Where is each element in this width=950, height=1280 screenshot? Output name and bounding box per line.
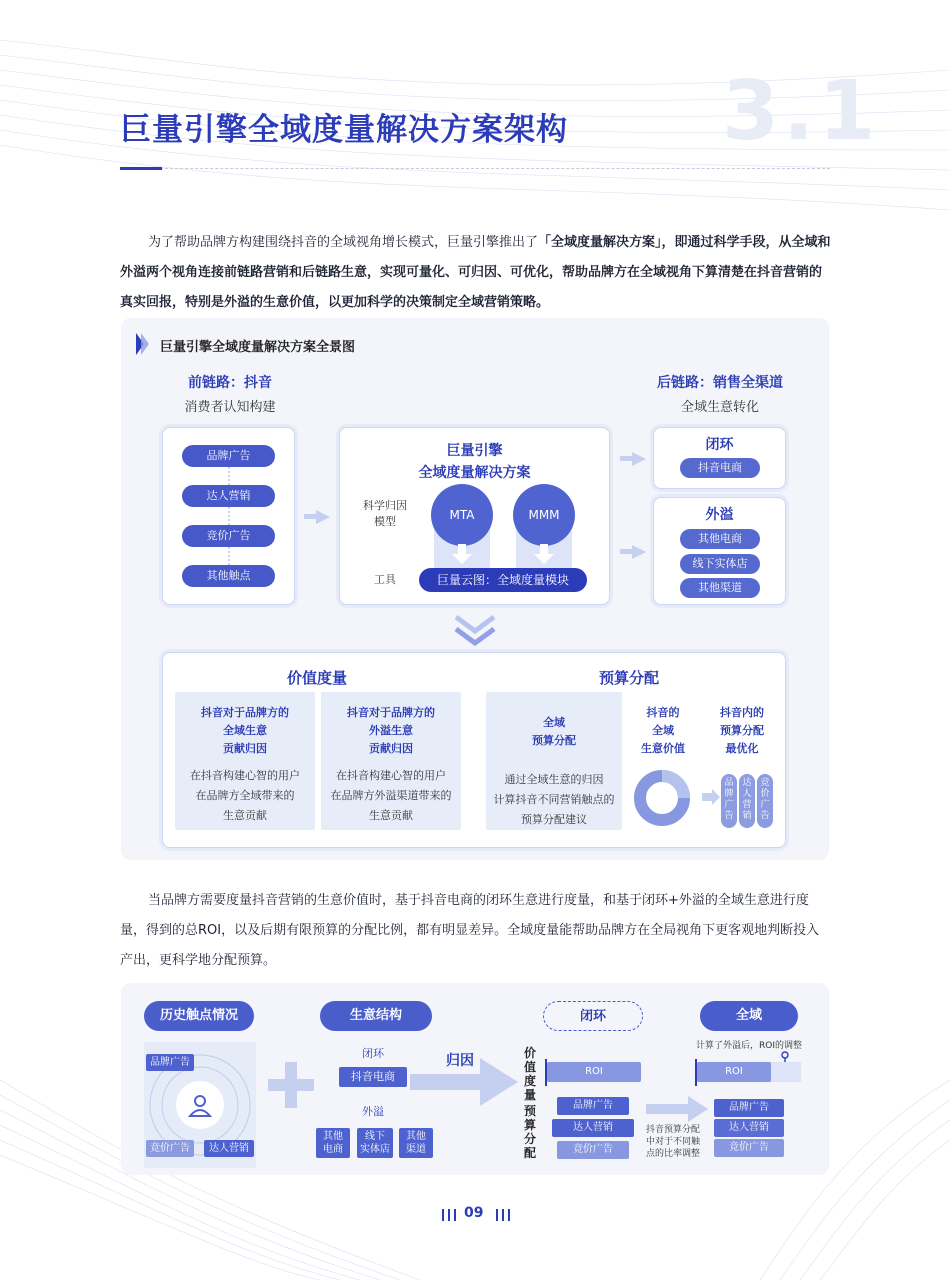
closed-item: 抖音电商 xyxy=(680,458,760,478)
budget-col-1-head: 全域 预算分配 xyxy=(532,716,576,747)
roi-bar-closed: ROI xyxy=(547,1062,641,1082)
budget-global-brand: 品牌广告 xyxy=(714,1099,784,1117)
spill-label: 外溢 xyxy=(362,1105,384,1118)
closed-loop-pill: 闭环 xyxy=(543,1001,643,1031)
section-number: 3.1 xyxy=(722,64,880,159)
roi-adjust-note: 计算了外溢后，ROI的调整 xyxy=(696,1041,802,1051)
budget-global-bidding: 竞价广告 xyxy=(714,1139,784,1157)
touchpoint-brand-ad: 品牌广告 xyxy=(182,445,275,467)
front-chain-sub: 消费者认知构建 xyxy=(184,400,276,415)
page-marker-left-icon xyxy=(440,1208,458,1222)
touchpoint-other: 其他触点 xyxy=(182,565,275,587)
page-title: 巨量引擎全域度量解决方案架构 xyxy=(120,112,568,148)
budget-closed-brand: 品牌广告 xyxy=(557,1097,629,1115)
touchpoint-kol: 达人营销 xyxy=(182,485,275,507)
vpill-bidding: 竞价广告 xyxy=(757,774,773,828)
budget-h2: 抖音的 全域 生意价值 xyxy=(641,706,685,755)
arrow-right-3-head xyxy=(632,545,646,559)
page-number: 09 xyxy=(464,1205,484,1221)
tool-label: 工具 xyxy=(374,573,396,586)
tool-pill: 巨量云图：全域度量模块 xyxy=(419,568,587,592)
budget-global-kol: 达人营销 xyxy=(714,1119,784,1137)
back-chain-sub: 全域生意转化 xyxy=(680,400,759,415)
spill-item-1: 其他 电商 xyxy=(316,1128,350,1158)
value-col-2-head: 抖音对于品牌方的 外溢生意 贡献归因 xyxy=(347,706,435,755)
front-chain-heading: 前链路：抖音 xyxy=(188,375,272,391)
panel-title: 巨量引擎全域度量解决方案全景图 xyxy=(160,340,356,355)
spill-item-3: 其他 渠道 xyxy=(399,1128,433,1158)
spill-item-offline: 线下实体店 xyxy=(680,554,760,574)
attribution-arrow-icon xyxy=(410,1058,520,1106)
spill-item-2: 线下 实体店 xyxy=(357,1128,393,1158)
donut-chart-icon xyxy=(632,768,692,828)
touch-kol: 达人营销 xyxy=(204,1140,254,1157)
mmm-circle: MMM xyxy=(513,484,575,546)
budget-h3: 抖音内的 预算分配 最优化 xyxy=(720,706,764,755)
roi-bar-global: ROI xyxy=(697,1062,771,1082)
vpill-brand: 品牌广告 xyxy=(721,774,737,828)
spill-item-ecom: 其他电商 xyxy=(680,529,760,549)
touchpoint-connector xyxy=(224,467,234,567)
history-pill: 历史触点情况 xyxy=(144,1001,254,1031)
mta-circle: MTA xyxy=(431,484,493,546)
value-col-1-head: 抖音对于品牌方的 全域生意 贡献归因 xyxy=(201,706,289,755)
budget-arrow-2-icon xyxy=(646,1096,710,1122)
title-divider xyxy=(120,168,830,169)
arrow-right-1-head xyxy=(316,510,330,524)
model-label: 科学归因 模型 xyxy=(363,499,407,528)
vpill-kol: 达人营销 xyxy=(739,774,755,828)
touchpoint-bidding-ad: 竞价广告 xyxy=(182,525,275,547)
closed-label: 闭环 xyxy=(362,1047,384,1060)
budget-closed-bidding: 竞价广告 xyxy=(557,1141,629,1159)
value-heading: 价值度量 xyxy=(286,669,347,687)
double-chevron-down-icon xyxy=(452,615,498,647)
value-col-2-text: 在抖音构建心智的用户 在品牌方外溢渠道带来的 生意贡献 xyxy=(330,769,452,822)
value-col-1-text: 在抖音构建心智的用户 在品牌方全域带来的 生意贡献 xyxy=(190,769,300,822)
budget-arrow-icon xyxy=(702,789,722,805)
budget-heading: 预算分配 xyxy=(598,669,659,687)
closed-loop-heading: 闭环 xyxy=(705,437,734,453)
structure-pill: 生意结构 xyxy=(320,1001,432,1031)
global-pill: 全域 xyxy=(700,1001,798,1031)
intro-paragraph: 为了帮助品牌方构建围绕抖音的全域视角增长模式，巨量引擎推出了「全域度量解决方案」，即通过科学手段，从全域和外溢两个视角连接前链路营销和后链路生意，实现可量化、可归因、可优化，帮助品牌方在全域视角下算清楚在抖音营销的真实回报，特别是外溢的生意价值，以更加科学的决策制定全域营销策略。 xyxy=(120,235,831,310)
page-marker-right-icon xyxy=(494,1208,512,1222)
back-chain-heading: 后链路：销售全渠道 xyxy=(657,375,783,391)
budget-note: 抖音预算分配 中对于不同触 点的比率调整 xyxy=(645,1125,700,1159)
spillover-heading: 外溢 xyxy=(705,507,734,523)
touch-brand: 品牌广告 xyxy=(146,1054,194,1071)
solution-title-2: 全域度量解决方案 xyxy=(418,465,531,481)
down-arrows-icon xyxy=(450,544,560,566)
budget-alloc-vertical: 预算分配 xyxy=(524,1104,537,1160)
panel-title-marker-icon xyxy=(136,333,150,355)
closed-item-ecom: 抖音电商 xyxy=(339,1067,407,1087)
spill-item-other: 其他渠道 xyxy=(680,578,760,598)
solution-title-1: 巨量引擎 xyxy=(446,443,503,459)
title-accent xyxy=(120,167,162,170)
second-paragraph: 当品牌方需要度量抖音营销的生意价值时，基于抖音电商的闭环生意进行度量，和基于闭环+外溢的全域生意进行度量，得到的总ROI，以及后期有限预算的分配比例，都有明显差异。全域度量能帮助品牌方在全局视角下更客观地判断投入产出，更科学地分配预算。 xyxy=(120,893,820,968)
attribution-label: 归因 xyxy=(446,1053,474,1069)
value-measure-vertical: 价值度量 xyxy=(524,1046,537,1102)
touch-bidding: 竞价广告 xyxy=(146,1140,194,1157)
budget-closed-kol: 达人营销 xyxy=(552,1119,634,1137)
plus-icon xyxy=(268,1062,314,1108)
arrow-right-2-head xyxy=(632,452,646,466)
budget-col-1-text: 通过全域生意的归因 计算抖音不同营销触点的 预算分配建议 xyxy=(493,773,615,826)
